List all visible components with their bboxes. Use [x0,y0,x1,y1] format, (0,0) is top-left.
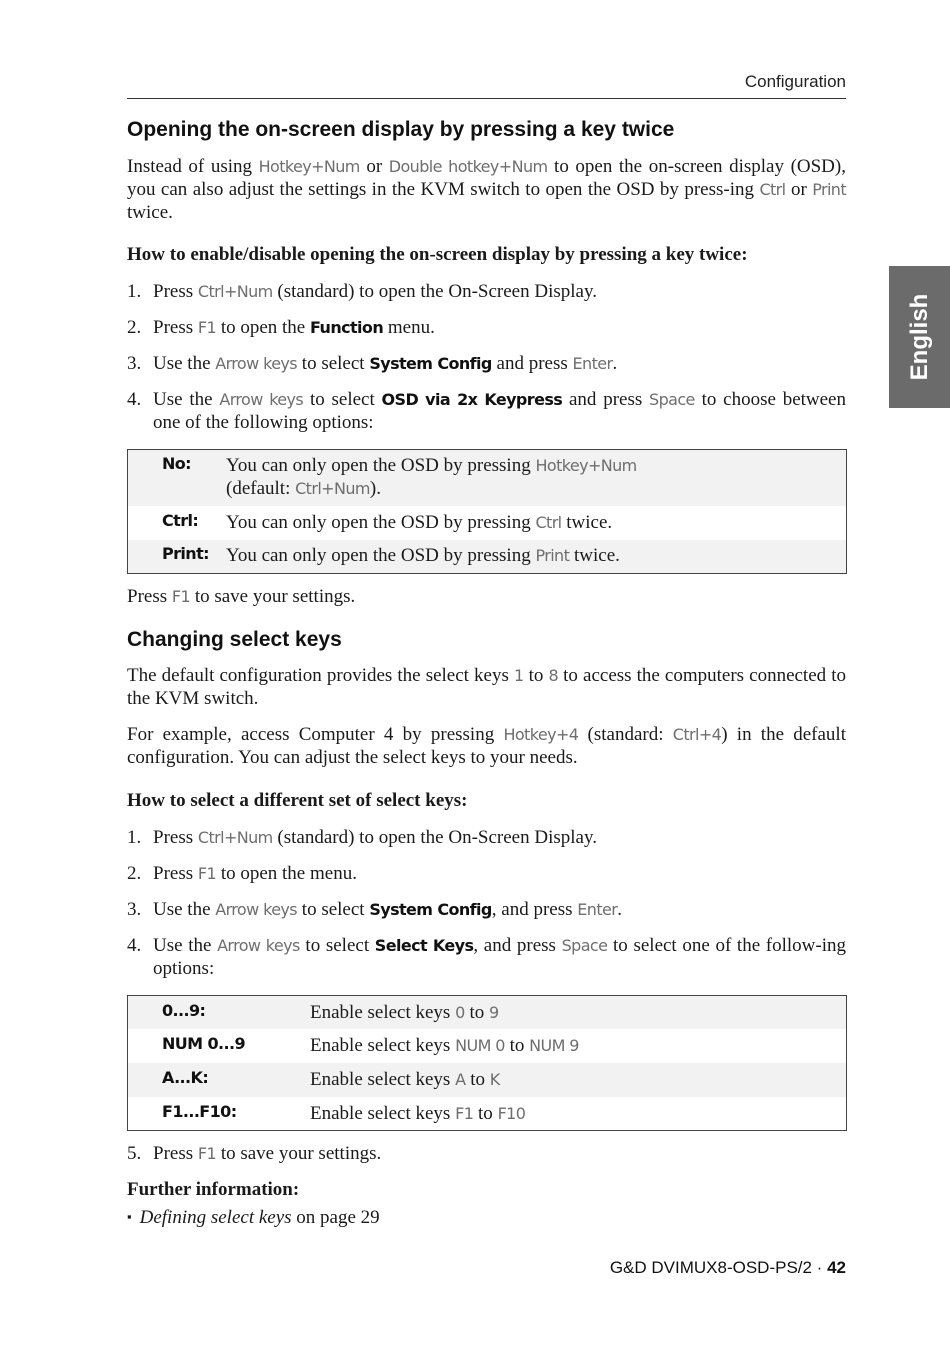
section-name: Configuration [744,72,846,91]
select-keys-paragraph-2: For example, access Computer 4 by pressing Hotkey+4 (standard: Ctrl+4) in the default configuration. You can adjust the select keys to your needs. [127,724,846,768]
select-keys-paragraph-1: The default configuration provides the select keys 1 to 8 to access the computers connected to the KVM switch. [127,665,847,709]
option-desc: Enable select keys NUM 0 to NUM 9 [310,1035,579,1056]
defining-select-keys-link[interactable]: Defining select keys [139,1207,292,1228]
option-desc: Enable select keys A to K [310,1069,500,1090]
option-key: A...K: [162,1068,209,1087]
section-title-select-keys: Changing select keys [127,628,342,651]
section-title-osd-twice: Opening the on-screen display by pressing a key twice [127,118,675,141]
table-row [128,1029,846,1063]
running-header [127,72,846,99]
save-instruction-1: Press F1 to save your settings. [127,586,356,607]
option-key: 0...9: [162,1001,206,1020]
page-number: 42 [827,1258,846,1277]
table-row [128,996,846,1029]
page-footer [610,1258,846,1278]
product-name: G&D DVIMUX8-OSD-PS/2 · [609,1258,828,1277]
language-label: English [905,293,933,381]
option-key: F1...F10: [162,1102,237,1121]
option-key: No: [162,454,191,473]
table-row [128,540,846,573]
option-desc: You can only open the OSD by pressing Hotkey+Num (default: Ctrl+Num). [226,455,637,499]
further-info-item: ▪ Defining select keys on page 29 [127,1207,380,1228]
option-desc: Enable select keys F1 to F10 [310,1103,526,1124]
table-row [128,506,846,540]
bullet-icon: ▪ [127,1209,132,1224]
option-key: NUM 0...9 [162,1034,245,1053]
further-information-heading: Further information: [127,1179,300,1200]
option-key: Ctrl: [162,511,199,530]
table-row [128,1097,846,1130]
intro-paragraph: Instead of using Hotkey+Num or Double hotkey+Num to open the on-screen display (OSD), you can also adjust the settings in the KVM switch to open the OSD by press-ing Ctrl or Print twice. [127,156,847,223]
option-desc: You can only open the OSD by pressing Print twice. [226,545,620,566]
option-desc: You can only open the OSD by pressing Ctrl twice. [226,512,613,533]
howto-heading-1: How to enable/disable opening the on-screen display by pressing a key twice: [127,244,748,265]
language-tab [889,266,950,408]
osd-options-table [127,449,847,574]
option-key: Print: [162,544,209,563]
howto-heading-2: How to select a different set of select keys: [127,790,468,811]
option-desc: Enable select keys 0 to 9 [310,1002,499,1023]
select-keys-options-table [127,995,847,1131]
table-row [128,1063,846,1097]
table-row [128,450,846,506]
